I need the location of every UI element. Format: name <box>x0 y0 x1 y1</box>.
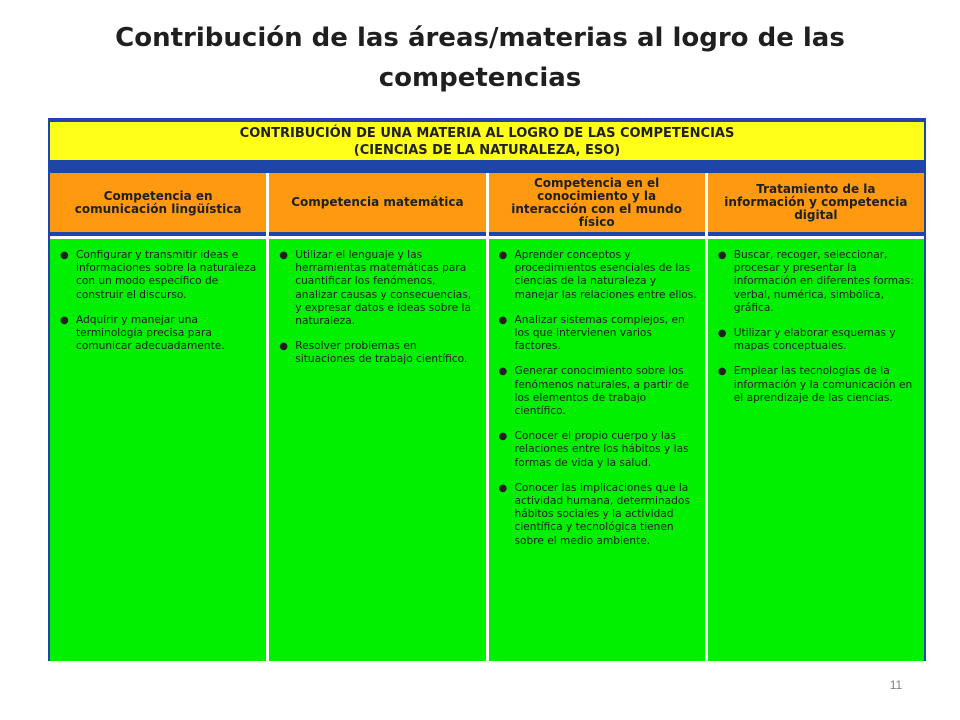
list-item-text: Resolver problemas en situaciones de trabajo científico. <box>295 340 468 366</box>
list-item-text: Utilizar el lenguaje y las herramientas matemáticas para cuantificar los fenómenos, analizar causas y consecuencias, y expresar datos e ideas sobre la naturaleza. <box>295 249 472 328</box>
list-item <box>495 482 697 548</box>
bullet-icon: ● <box>498 250 508 261</box>
table-header-line-1: CONTRIBUCIÓN DE UNA MATERIA AL LOGRO DE LAS COMPETENCIAS <box>239 126 735 141</box>
list-item-text: Buscar, recoger, seleccionar, procesar y presentar la información en diferentes formas: verbal, numérica, simbólica, gráfica. <box>733 249 914 314</box>
bullet-icon: ● <box>717 328 727 340</box>
bullet-icon: ● <box>717 366 727 378</box>
list-item-text: Adquirir y manejar una terminología precisa para comunicar adecuadamente. <box>76 313 225 353</box>
list-item-text: Emplear las tecnologías de la información y la comunicación en el aprendizaje de las ciencias. <box>733 365 913 404</box>
list-item <box>714 327 916 353</box>
list-item <box>495 365 697 418</box>
table-header-line-2: (CIENCIAS DE LA NATURALEZA, ESO) <box>353 143 621 158</box>
column-competencia-digital <box>708 173 924 661</box>
page-number: 11 <box>889 678 903 692</box>
list-item <box>275 340 477 366</box>
list-item <box>495 314 697 354</box>
list-item <box>56 249 258 302</box>
list-item-text: Utilizar y elaborar esquemas y mapas conceptuales. <box>733 327 896 353</box>
bullet-icon: ● <box>498 482 508 494</box>
list-item-text: Conocer las implicaciones que la actividad humana, determinados hábitos sociales y la actividad científica y tecnológica tienen sobre el medio ambiente. <box>514 481 690 547</box>
list-item-text: Configurar y transmitir ideas e informaciones sobre la naturaleza con un modo específico de construir el discurso. <box>76 249 257 301</box>
list-item <box>714 249 916 315</box>
list-item-text: Conocer el propio cuerpo y las relaciones entre los hábitos y las formas de vida y la salud. <box>514 430 689 469</box>
bullet-list <box>495 249 697 548</box>
column-heading: Competencia en el conocimiento y la interacción con el mundo físico <box>489 173 705 236</box>
list-item <box>275 249 477 328</box>
column-matematica <box>269 173 488 661</box>
bullet-list <box>714 249 916 405</box>
list-item <box>714 365 916 405</box>
list-item-text: Generar conocimiento sobre los fenómenos naturales, a partir de los elementos de trabajo científico. <box>514 365 689 418</box>
bullet-icon: ● <box>498 431 508 443</box>
bullet-list <box>56 249 258 353</box>
bullet-icon: ● <box>717 250 727 261</box>
list-item-text: Analizar sistemas complejos, en los que intervienen varios factores. <box>514 313 685 353</box>
list-item <box>495 430 697 470</box>
bullet-icon: ● <box>279 250 288 261</box>
bullet-icon: ● <box>279 341 288 353</box>
column-body <box>269 239 485 661</box>
bullet-icon: ● <box>60 250 69 261</box>
column-heading: Tratamiento de la información y competencia digital <box>708 173 924 236</box>
bullet-icon: ● <box>498 314 508 326</box>
table-header <box>50 118 924 160</box>
bullet-icon: ● <box>498 366 508 378</box>
list-item <box>56 314 258 354</box>
competencias-columns <box>50 173 924 661</box>
bullet-list <box>275 249 477 367</box>
column-heading: Competencia matemática <box>269 173 485 236</box>
column-body <box>50 239 266 661</box>
column-heading: Competencia en comunicación lingüística <box>50 173 266 236</box>
column-mundo-fisico <box>489 173 708 661</box>
header-divider-band <box>50 160 924 173</box>
list-item-text: Aprender conceptos y procedimientos esenciales de las ciencias de la naturaleza y manejar las relaciones entre ellos. <box>514 249 697 301</box>
list-item <box>495 249 697 302</box>
competencias-table <box>48 118 926 661</box>
column-body <box>489 239 705 661</box>
slide-title: Contribución de las áreas/materias al logro de las competencias <box>115 23 845 93</box>
bullet-icon: ● <box>60 314 69 326</box>
column-linguistica <box>50 173 269 661</box>
column-body <box>708 239 924 661</box>
